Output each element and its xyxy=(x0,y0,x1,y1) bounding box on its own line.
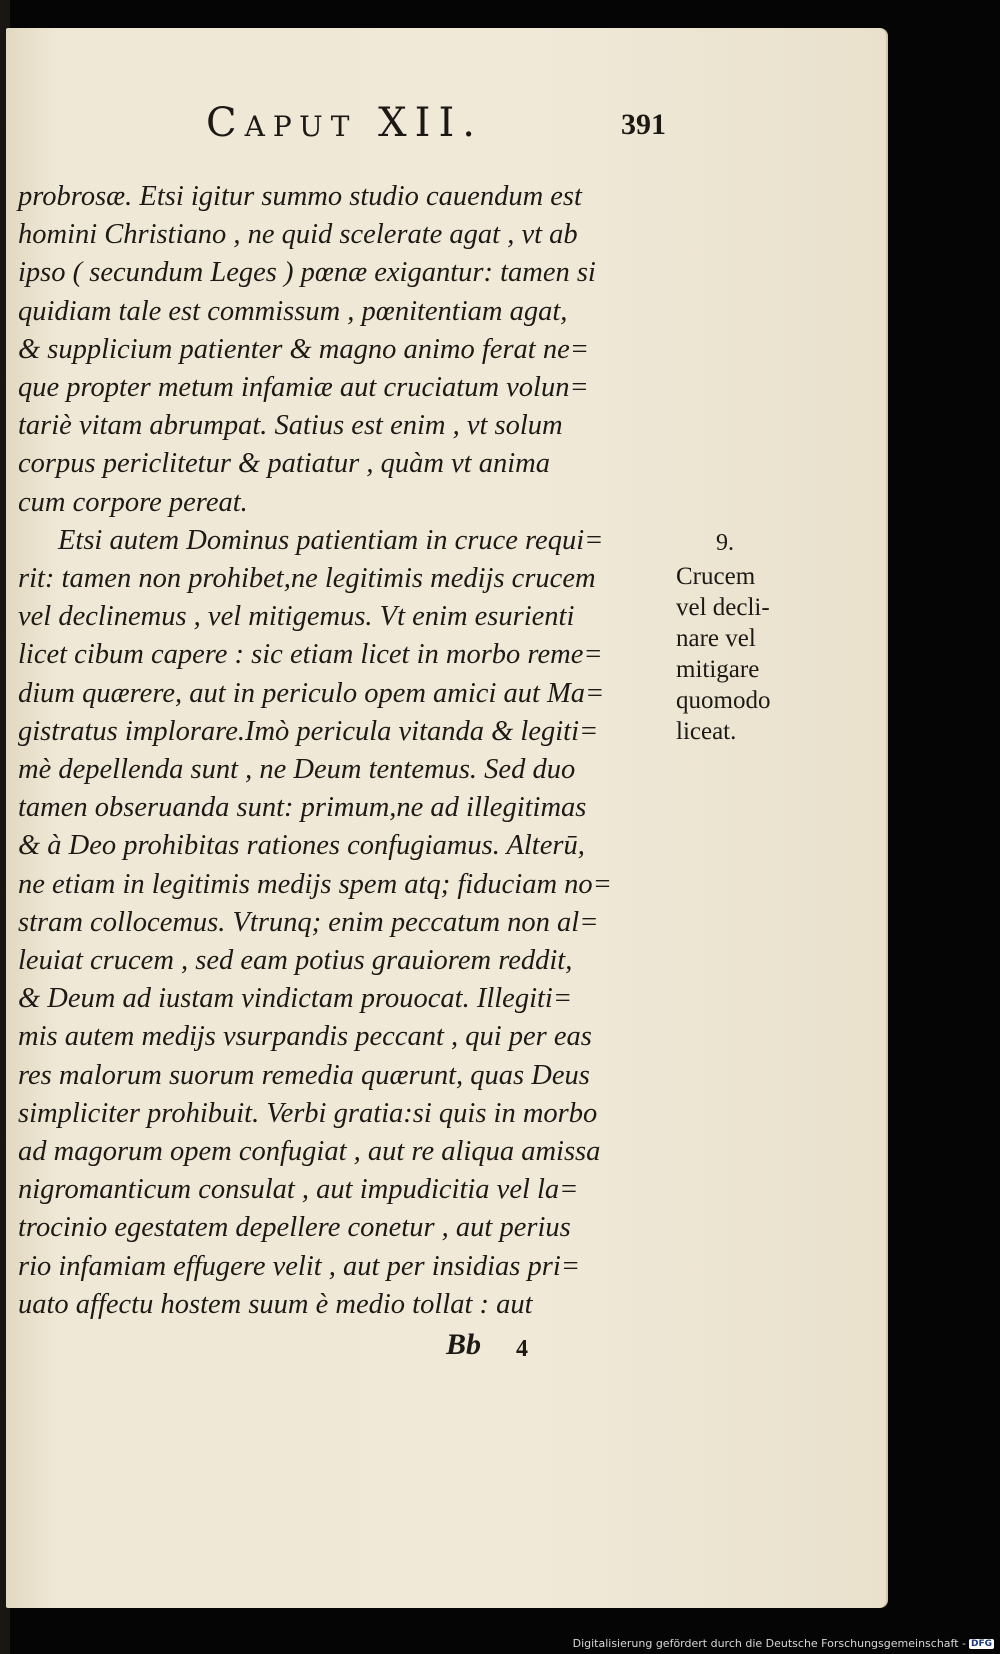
text-line: rit: tamen non prohibet,ne legitimis medijs crucem xyxy=(18,563,596,595)
text-line: tariè vitam abrumpat. Satius est enim , vt solum xyxy=(18,410,563,442)
signature-mark: Bb xyxy=(446,1328,482,1361)
text-line: dium quærere, aut in periculo opem amici aut Ma= xyxy=(18,677,605,709)
page-number: 391 xyxy=(621,108,666,141)
margin-note-line: nare vel xyxy=(676,625,756,652)
margin-note-line: quomodo xyxy=(676,687,771,714)
dfg-logo-icon: DFG xyxy=(970,1639,992,1649)
margin-note-line: liceat. xyxy=(676,718,737,745)
text-line: licet cibum capere : sic etiam licet in morbo reme= xyxy=(18,639,603,671)
text-line: probrosæ. Etsi igitur summo studio cauendum est xyxy=(18,181,582,212)
page-footer xyxy=(446,1328,646,1378)
text-line: simpliciter prohibuit. Verbi gratia:si quis in morbo xyxy=(18,1097,598,1129)
text-line: & à Deo prohibitas rationes confugiamus. Alterū, xyxy=(18,830,585,862)
text-line: nigromanticum consulat , aut impudicitia vel la= xyxy=(18,1174,579,1206)
body-text xyxy=(18,178,668,1324)
text-line: mis autem medijs vsurpandis peccant , qui per eas xyxy=(18,1021,592,1053)
text-line: stram collocemus. Vtrunq; enim peccatum non al= xyxy=(18,906,599,938)
text-line: cum corpore pereat. xyxy=(18,486,248,518)
text-line: homini Christiano , ne quid scelerate agat , vt ab xyxy=(18,219,578,251)
digitization-credit xyxy=(573,1637,994,1650)
text-line: uato affectu hostem suum è medio tollat : aut xyxy=(18,1288,533,1320)
text-line: ad magorum opem confugiat , aut re aliqua amissa xyxy=(18,1136,601,1168)
text-line: gistratus implorare.Imò pericula vitanda & legiti= xyxy=(18,715,599,747)
signature-number: 4 xyxy=(516,1336,528,1362)
book-page xyxy=(6,28,886,1608)
text-line: trocinio egestatem depellere conetur , aut perius xyxy=(18,1212,571,1244)
text-line: corpus periclitetur & patiatur , quàm vt anima xyxy=(18,448,550,480)
text-line: res malorum suorum remedia quærunt, quas Deus xyxy=(18,1059,590,1091)
margin-note xyxy=(676,528,816,747)
text-line: & supplicium patienter & magno animo ferat ne= xyxy=(18,333,589,365)
paragraph-start-line: Etsi autem Dominus patientiam in cruce requi= xyxy=(58,524,604,556)
running-title: Caput XII. xyxy=(206,100,483,146)
margin-note-line: mitigare xyxy=(676,656,760,683)
text-line: & Deum ad iustam vindictam prouocat. Illegiti= xyxy=(18,983,573,1015)
text-line: ne etiam in legitimis medijs spem atq; fiduciam no= xyxy=(18,868,612,900)
margin-note-line: Crucem xyxy=(676,563,756,590)
text-line: rio infamiam effugere velit , aut per insidias pri= xyxy=(18,1250,581,1282)
text-line: tamen obseruanda sunt: primum,ne ad illegitimas xyxy=(18,792,587,824)
text-line: vel declinemus , vel mitigemus. Vt enim esurienti xyxy=(18,601,575,633)
credit-text: Digitalisierung gefördert durch die Deutsche Forschungsgemeinschaft - xyxy=(572,1637,966,1650)
text-line: quidiam tale est commissum , pœnitentiam agat, xyxy=(18,295,568,327)
text-line: ipso ( secundum Leges ) pœnæ exigantur: tamen si xyxy=(18,257,596,289)
page-header xyxy=(206,100,666,160)
margin-note-line: vel decli- xyxy=(676,594,770,621)
text-line: mè depellenda sunt , ne Deum tentemus. Sed duo xyxy=(18,754,576,786)
text-line: que propter metum infamiæ aut cruciatum volun= xyxy=(18,372,589,404)
margin-note-number: 9. xyxy=(716,530,734,556)
text-line: leuiat crucem , sed eam potius grauiorem reddit, xyxy=(18,945,573,977)
